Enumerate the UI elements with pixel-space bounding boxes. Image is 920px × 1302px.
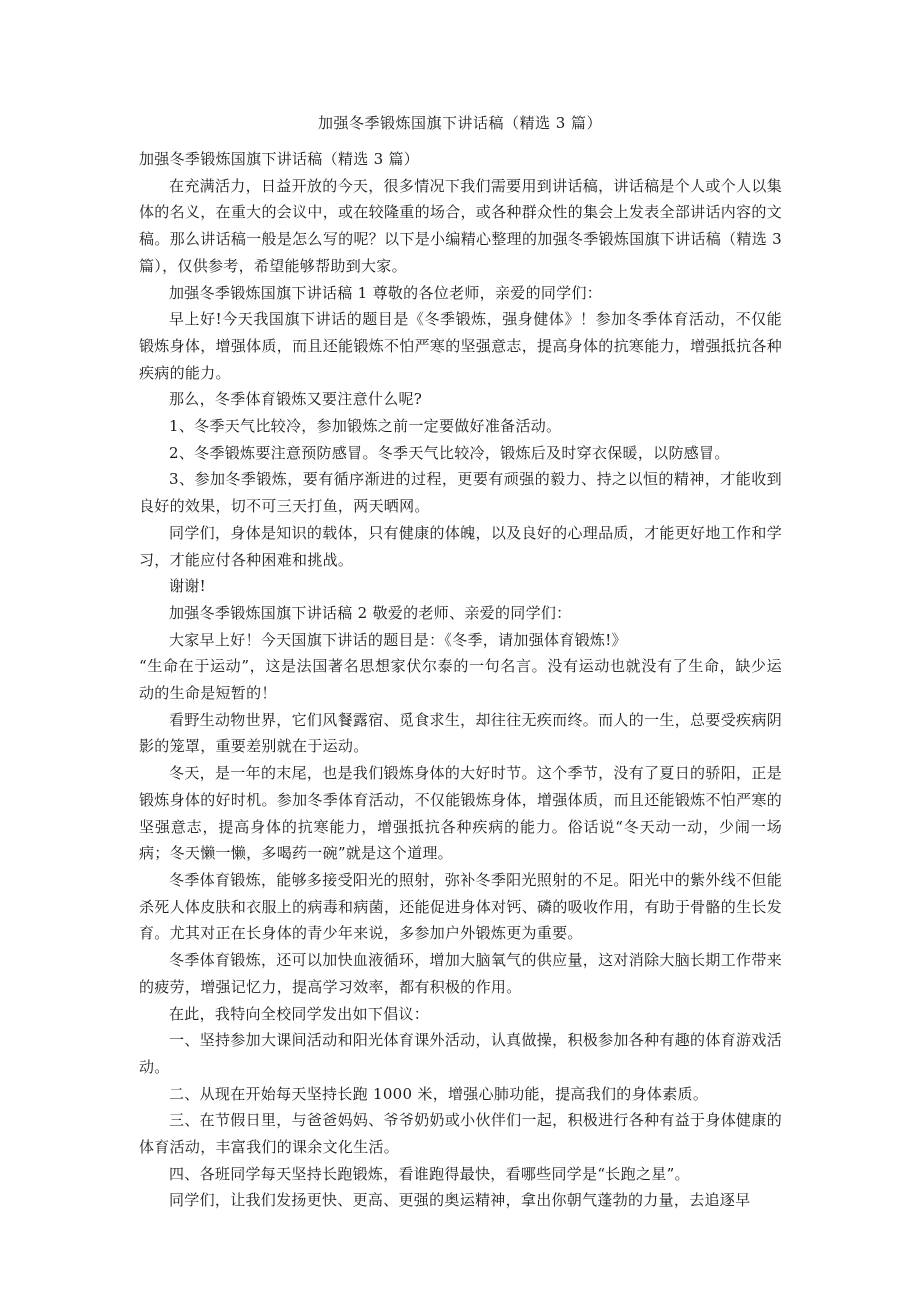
body-paragraph: 同学们，身体是知识的载体，只有健康的体魄，以及良好的心理品质，才能更好地工作和学习，才能应付各种困难和挑战。 [139, 523, 782, 569]
list-item: 四、各班同学每天坚持长跑锻炼，看谁跑得最快，看哪些同学是“长跑之星”。 [169, 1164, 690, 1183]
document-title: 加强冬季锻炼国旗下讲话稿（精选 3 篇） [317, 114, 603, 132]
document-body [139, 146, 782, 1214]
body-paragraph: 冬季体育锻炼，还可以加快血液循环，增加大脑氧气的供应量，这对消除大脑长期工作带来的疲劳，增强记忆力，提高学习效率，都有积极的作用。 [139, 951, 782, 996]
list-item: 2、冬季锻炼要注意预防感冒。冬季天气比较冷，锻炼后及时穿衣保暖，以防感冒。 [169, 443, 730, 462]
list-item: 1、冬季天气比较冷，参加锻炼之前一定要做好准备活动。 [169, 417, 562, 436]
body-paragraph: 冬季体育锻炼，能够多接受阳光的照射，弥补冬季阳光照射的不足。阳光中的紫外线不但能杀死人体皮肤和衣服上的病毒和病菌，还能促进身体对钙、磷的吸收作用，有助于骨骼的生长发育。尤其对正在长身体的青少年来说，多参加户外锻炼更为重要。 [139, 870, 782, 943]
body-paragraph: 那么，冬季体育锻炼又要注意什么呢? [169, 390, 423, 409]
body-paragraph: 早上好!今天我国旗下讲话的题目是《冬季锻炼，强身健体》！参加冬季体育活动，不仅能锻炼身体，增强体质，而且还能锻炼不怕严寒的坚强意志，提高身体的抗寒能力，增强抵抗各种疾病的能力。 [139, 310, 782, 382]
closing-line: 谢谢! [169, 577, 206, 596]
list-item: 3、参加冬季锻炼，要有循序渐进的过程，更要有顽强的毅力、持之以恒的精神，才能收到良好的效果，切不可三天打鱼，两天晒网。 [139, 470, 782, 516]
list-item: 二、从现在开始每天坚持长跑 1000 米，增强心肺功能，提高我们的身体素质。 [169, 1084, 709, 1103]
subtitle-paragraph: 加强冬季锻炼国旗下讲话稿（精选 3 篇） [139, 150, 420, 168]
body-paragraph: 冬天，是一年的末尾，也是我们锻炼身体的大好时节。这个季节，没有了夏日的骄阳，正是锻炼身体的好时机。参加冬季体育活动，不仅能锻炼身体，增强体质，而且还能锻炼不怕严寒的坚强意志，提高身体的抗寒能力，增强抵抗各种疾病的能力。俗话说“冬天动一动，少闹一场病；冬天懒一懒，多喝药一碗”就是这个道理。 [139, 764, 782, 863]
body-paragraph: 大家早上好！今天国旗下讲话的题目是：《冬季，请加强体育锻炼!》 [169, 630, 627, 649]
speech-2-heading: 加强冬季锻炼国旗下讲话稿 2 敬爱的老师、亲爱的同学们： [169, 603, 572, 622]
list-item: 一、坚持参加大课间活动和阳光体育课外活动，认真做操，积极参加各种有趣的体育游戏活动。 [139, 1031, 782, 1076]
list-item: 三、在节假日里，与爸爸妈妈、爷爷奶奶或小伙伴们一起，积极进行各种有益于身体健康的体育活动，丰富我们的课余文化生活。 [139, 1111, 782, 1157]
body-paragraph: 看野生动物世界，它们风餐露宿、觅食求生，却往往无疾而终。而人的一生，总要受疾病阴影的笼罩，重要差别就在于运动。 [139, 710, 782, 756]
body-paragraph: 在此，我特向全校同学发出如下倡议： [169, 1004, 430, 1023]
speech-1-heading: 加强冬季锻炼国旗下讲话稿 1 尊敬的各位老师，亲爱的同学们： [169, 283, 603, 302]
quote-paragraph: “生命在于运动”，这是法国著名思想家伏尔泰的一句名言。没有运动也就没有了生命，缺少运动的生命是短暂的！ [139, 657, 782, 703]
body-paragraph: 同学们，让我们发扬更快、更高、更强的奥运精神，拿出你朝气蓬勃的力量，去追逐早 [169, 1191, 751, 1210]
intro-paragraph: 在充满活力，日益开放的今天，很多情况下我们需要用到讲话稿，讲话稿是个人或个人以集体的名义，在重大的会议中，或在较隆重的场合，或各种群众性的集会上发表全部讲话内容的文稿。那么讲话稿一般是怎么写的呢？以下是小编精心整理的加强冬季锻炼国旗下讲话稿（精选 3 篇），仅供参考，希望能够帮助到大家。 [139, 176, 782, 275]
